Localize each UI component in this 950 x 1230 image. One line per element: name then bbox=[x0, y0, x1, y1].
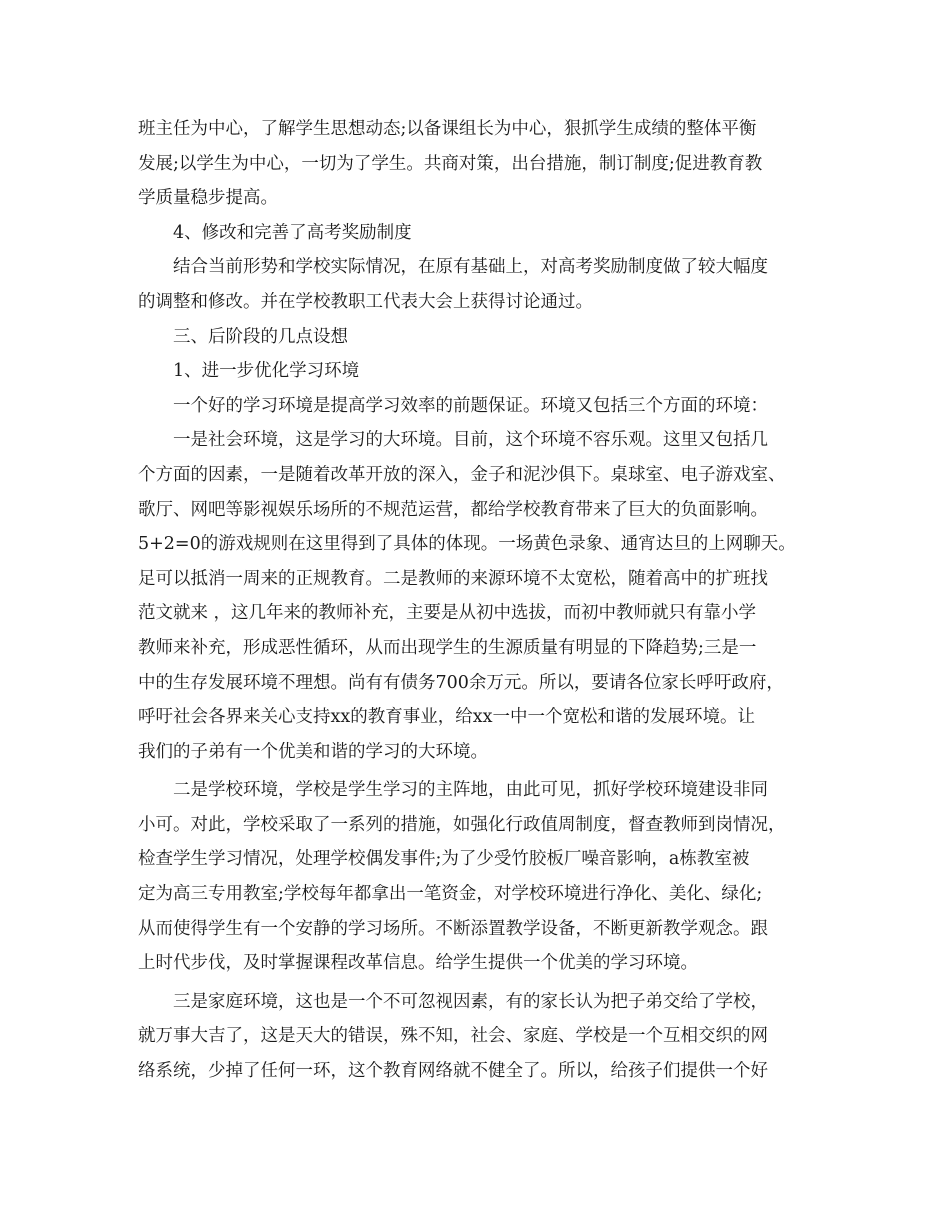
text-line: 个方面的因素，一是随着改革开放的深入，金子和泥沙俱下。桌球室、电子游戏室、 bbox=[138, 464, 786, 485]
text-line: 4、修改和完善了高考奖励制度 bbox=[138, 222, 412, 243]
text-line: 的调整和修改。并在学校教职工代表大会上获得讨论通过。 bbox=[138, 291, 593, 312]
text-line: 从而使得学生有一个安静的学习场所。不断添置教学设备，不断更新教学观念。跟 bbox=[138, 918, 768, 939]
text-line: 学质量稳步提高。 bbox=[138, 188, 278, 209]
text-line: 络系统，少掉了任何一环，这个教育网络就不健全了。所以，给孩子们提供一个好 bbox=[138, 1061, 768, 1082]
text-line: 范文就来 ，这几年来的教师补充，主要是从初中选拔，而初中教师就只有靠小学 bbox=[138, 603, 757, 624]
text-line: 足可以抵消一周来的正规教育。二是教师的来源环境不太宽松，随着高中的扩班找 bbox=[138, 568, 768, 589]
text-line: 检查学生学习情况，处理学校偶发事件;为了少受竹胶板厂噪音影响，a栋教室被 bbox=[138, 849, 750, 870]
text-line: 班主任为中心，了解学生思想动态;以备课组长为中心，狠抓学生成绩的整体平衡 bbox=[138, 119, 757, 139]
text-line: 呼吁社会各界来关心支持xx的教育事业，给xx一中一个宽松和谐的发展环境。让 bbox=[138, 707, 755, 728]
text-line: 中的生存发展环境不理想。尚有有债务700余万元。所以，要请各位家长呼吁政府， bbox=[138, 672, 784, 693]
text-line: 二是学校环境，学校是学生学习的主阵地，由此可见，抓好学校环境建设非同 bbox=[138, 780, 768, 801]
text-line: 歌厅、网吧等影视娱乐场所的不规范运营，都给学校教育带来了巨大的负面影响。 bbox=[138, 499, 768, 520]
text-line: 一是社会环境，这是学习的大环境。目前，这个环境不容乐观。这里又包括几 bbox=[138, 430, 768, 451]
text-line: 1、进一步优化学习环境 bbox=[138, 361, 360, 382]
text-line: 结合当前形势和学校实际情况，在原有基础上，对高考奖励制度做了较大幅度 bbox=[138, 257, 768, 278]
text-line: 上时代步伐，及时掌握课程改革信息。给学生提供一个优美的学习环境。 bbox=[138, 953, 698, 974]
text-line: 5+2=0的游戏规则在这里得到了具体的体现。一场黄色录象、通宵达旦的上网聊天。 bbox=[138, 534, 796, 555]
text-line: 三、后阶段的几点设想 bbox=[138, 326, 348, 347]
text-line: 教师来补充，形成恶性循环，从而出现学生的生源质量有明显的下降趋势;三是一 bbox=[138, 637, 757, 658]
text-line: 三是家庭环境，这也是一个不可忽视因素，有的家长认为把子弟交给了学校， bbox=[138, 991, 768, 1012]
text-line: 我们的子弟有一个优美和谐的学习的大环境。 bbox=[138, 741, 488, 762]
text-line: 小可。对此，学校采取了一系列的措施，如强化行政值周制度，督查教师到岗情况， bbox=[138, 814, 786, 835]
text-line: 定为高三专用教室;学校每年都拿出一笔资金，对学校环境进行净化、美化、绿化; bbox=[138, 884, 763, 905]
body-text bbox=[138, 112, 818, 1089]
text-line: 就万事大吉了，这是天大的错误，殊不知，社会、家庭、学校是一个互相交织的网 bbox=[138, 1026, 768, 1047]
text-line: 发展;以学生为中心，一切为了学生。共商对策，出台措施，制订制度;促进教育教 bbox=[138, 153, 763, 174]
text-line: 一个好的学习环境是提高学习效率的前题保证。环境又包括三个方面的环境： bbox=[138, 395, 768, 416]
